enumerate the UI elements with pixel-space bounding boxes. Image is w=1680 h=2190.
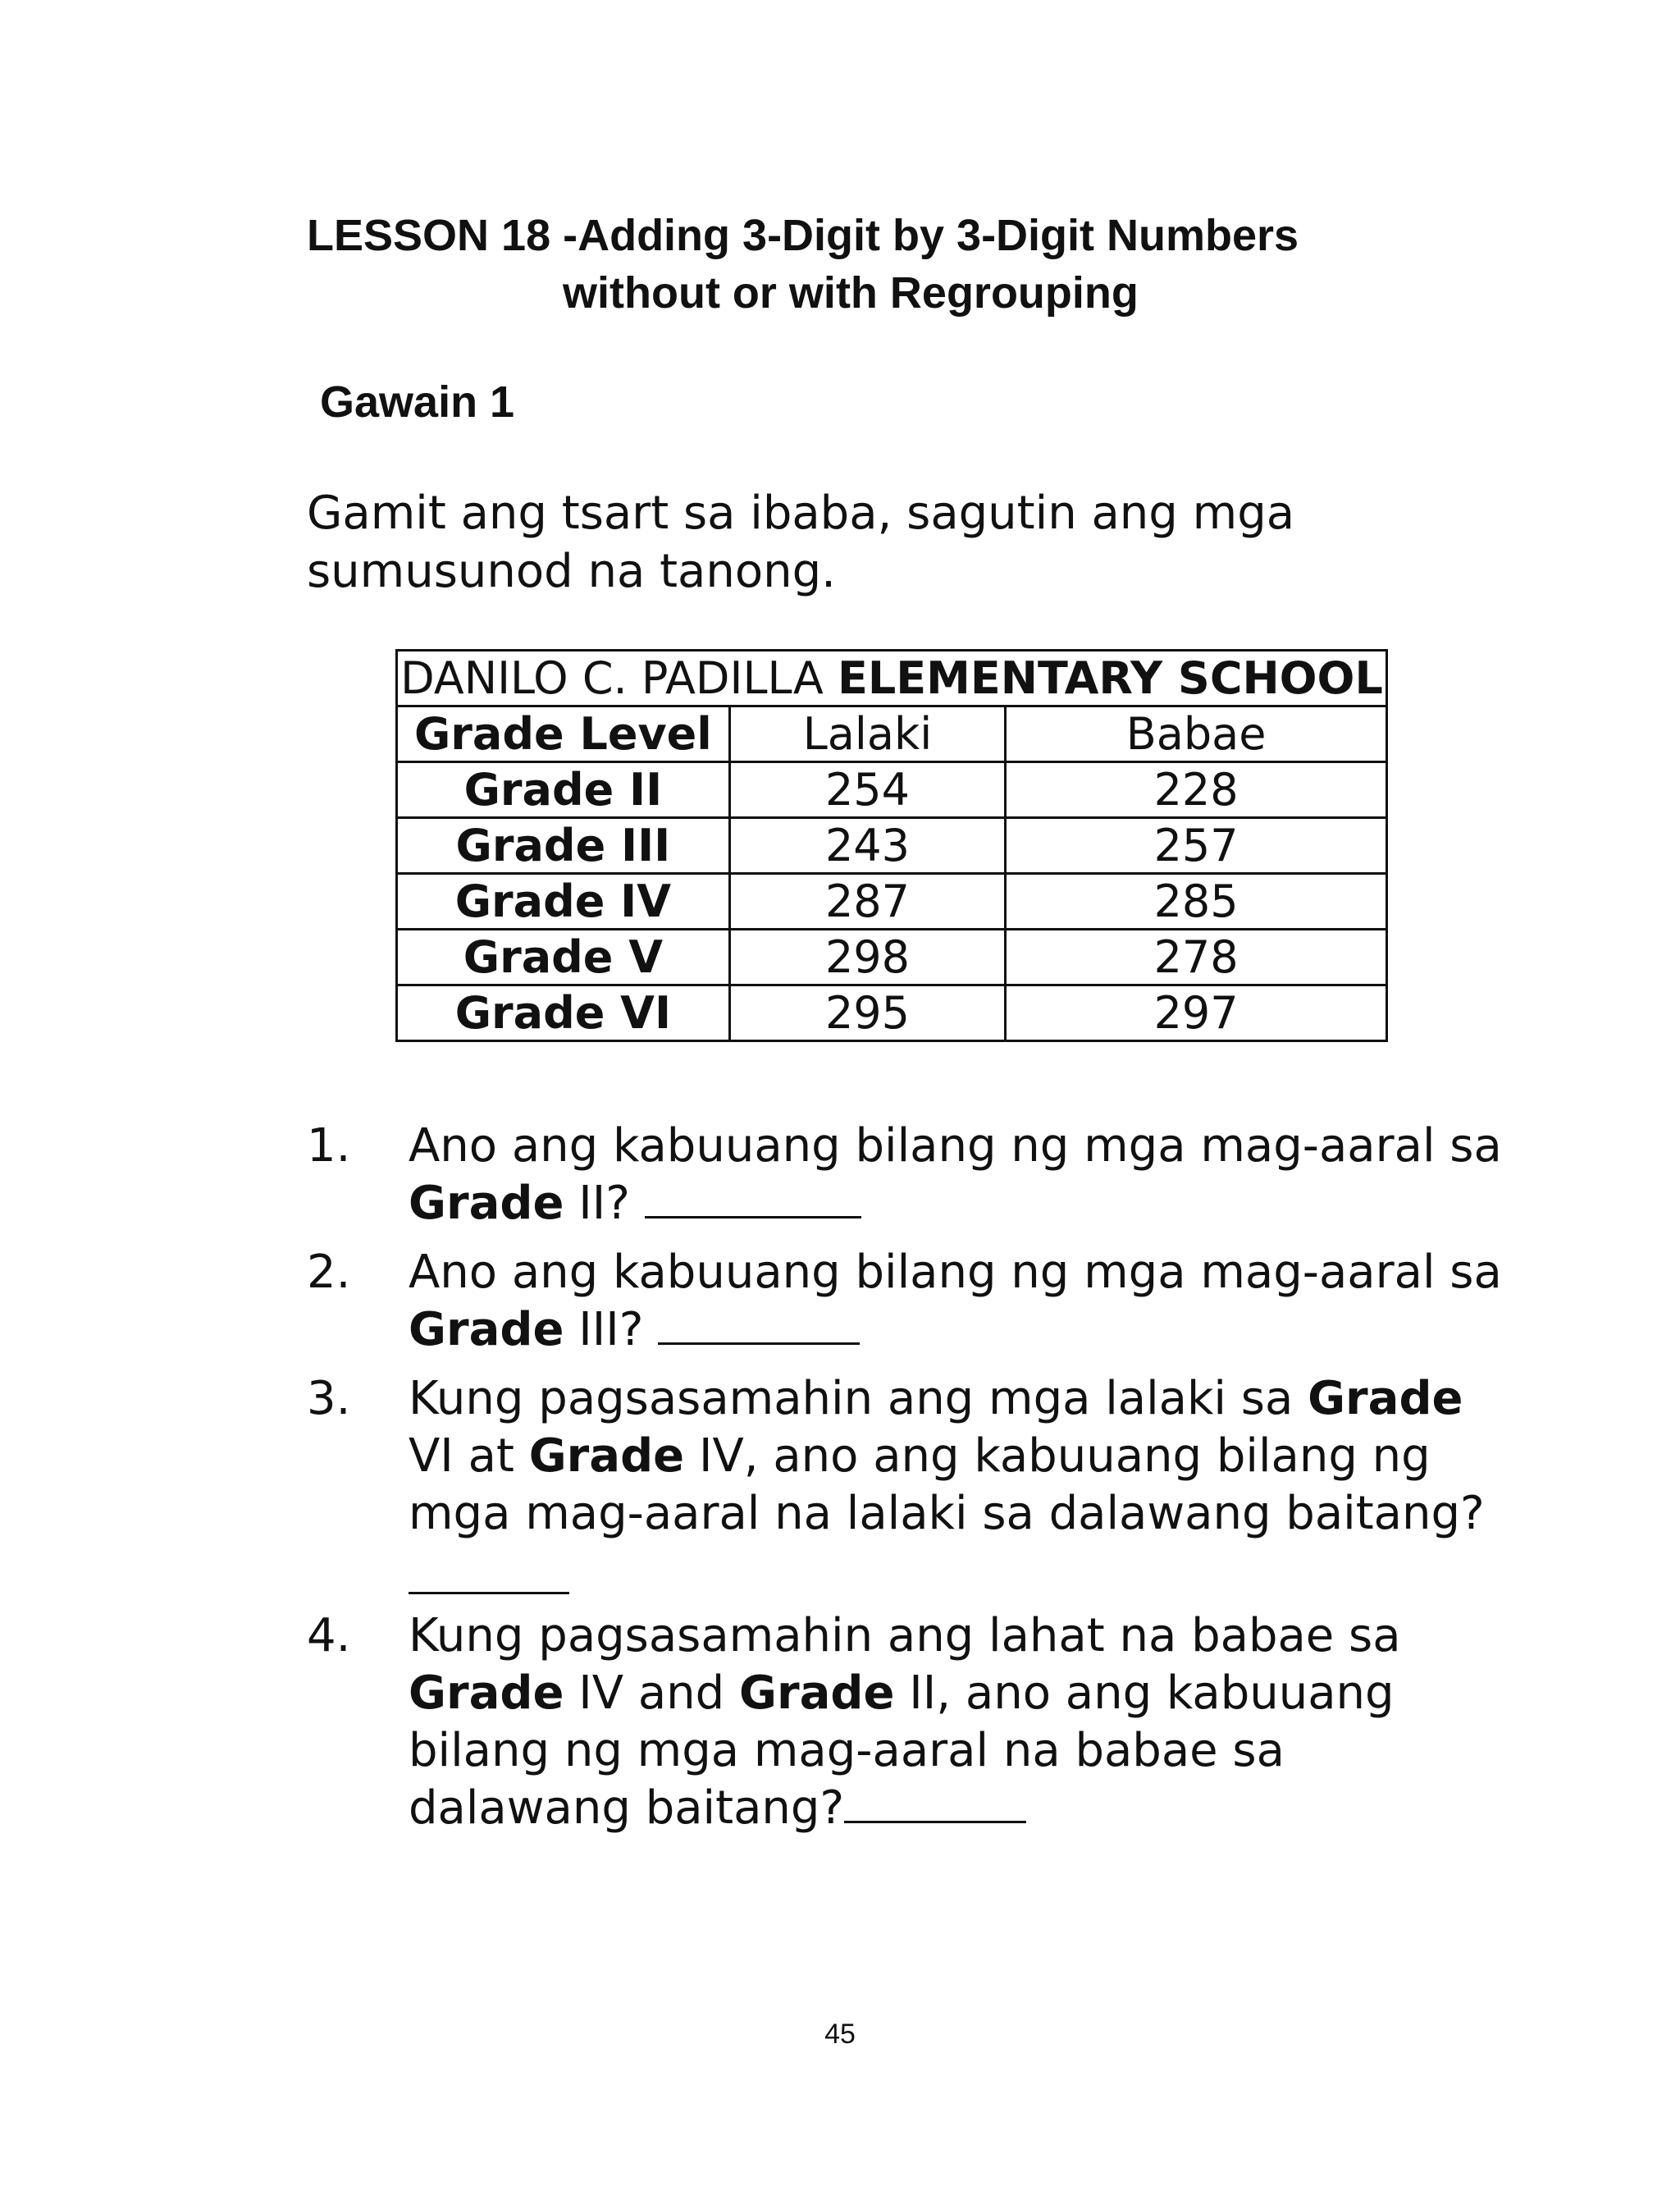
question-3 — [307, 1370, 1521, 1594]
question-bold-word: Grade — [528, 1429, 685, 1483]
question-bold-word: Grade — [409, 1303, 564, 1356]
answer-blank[interactable] — [645, 1175, 861, 1218]
answer-blank[interactable] — [409, 1543, 569, 1594]
question-number: 3. — [307, 1372, 351, 1425]
question-text: VI at — [409, 1429, 529, 1483]
question-text: II, ano ang kabuuang bilang ng mga mag-aaral na babae sa dalawang baitang? — [409, 1667, 1395, 1835]
row-babae: 278 — [1006, 930, 1387, 985]
row-babae: 228 — [1006, 762, 1387, 818]
question-bold-word: Grade — [739, 1667, 895, 1720]
row-grade: Grade V — [397, 930, 730, 985]
row-babae: 297 — [1006, 985, 1387, 1041]
row-grade: Grade III — [397, 818, 730, 874]
question-text: Kung pagsasamahin ang lahat na babae sa — [409, 1609, 1401, 1662]
question-text: Ano ang kabuuang bilang ng mga mag-aaral sa — [409, 1246, 1502, 1299]
row-lalaki: 287 — [729, 874, 1005, 930]
question-bold-word: Grade — [409, 1667, 564, 1720]
table-row — [397, 930, 1387, 985]
question-4 — [307, 1607, 1521, 1837]
question-text: III? — [564, 1303, 659, 1356]
question-text: IV, ano ang kabuuang bilang ng mga mag-aaral na lalaki sa dalawang baitang? — [409, 1429, 1485, 1540]
question-text: II? — [564, 1177, 645, 1230]
question-text: Kung pagsasamahin ang mga lalaki sa — [409, 1372, 1308, 1425]
header-grade-level: Grade Level — [397, 706, 730, 762]
table-row — [397, 762, 1387, 818]
row-grade: Grade IV — [397, 874, 730, 930]
school-name-regular: DANILO C. PADILLA — [400, 652, 824, 704]
header-lalaki: Lalaki — [729, 706, 1005, 762]
school-name-cell — [397, 651, 1387, 706]
row-grade: Grade II — [397, 762, 730, 818]
row-lalaki: 298 — [729, 930, 1005, 985]
question-2 — [307, 1244, 1521, 1359]
activity-instructions: Gamit ang tsart sa ibaba, sagutin ang mga sumusunod na tanong. — [307, 487, 1295, 598]
row-babae: 285 — [1006, 874, 1387, 930]
question-bold-word: Grade — [409, 1177, 564, 1230]
table-row — [397, 818, 1387, 874]
table-row — [397, 874, 1387, 930]
question-number: 1. — [307, 1119, 351, 1173]
row-lalaki: 254 — [729, 762, 1005, 818]
page-number: 45 — [824, 2019, 856, 2050]
question-list — [307, 1118, 1521, 1849]
question-number: 2. — [307, 1246, 351, 1299]
question-1 — [307, 1118, 1521, 1232]
row-babae: 257 — [1006, 818, 1387, 874]
lesson-title-line2: without or with Regrouping — [563, 268, 1139, 318]
lesson-title-line1: LESSON 18 -Adding 3-Digit by 3-Digit Numbers — [307, 211, 1299, 260]
row-lalaki: 243 — [729, 818, 1005, 874]
question-number: 4. — [307, 1609, 351, 1662]
school-name-bold: ELEMENTARY SCHOOL — [837, 652, 1383, 704]
table-title-row — [397, 651, 1387, 706]
question-text: Ano ang kabuuang bilang ng mga mag-aaral sa — [409, 1119, 1502, 1173]
row-lalaki: 295 — [729, 985, 1005, 1041]
question-bold-word: Grade — [1308, 1372, 1463, 1425]
answer-blank[interactable] — [844, 1780, 1026, 1823]
row-grade: Grade VI — [397, 985, 730, 1041]
enrollment-table — [395, 649, 1388, 1042]
header-babae: Babae — [1006, 706, 1387, 762]
table-row — [397, 985, 1387, 1041]
activity-title: Gawain 1 — [320, 377, 515, 427]
answer-blank[interactable] — [658, 1301, 860, 1345]
table-header-row — [397, 706, 1387, 762]
question-text: IV and — [564, 1667, 740, 1720]
lesson-title — [307, 207, 1422, 322]
